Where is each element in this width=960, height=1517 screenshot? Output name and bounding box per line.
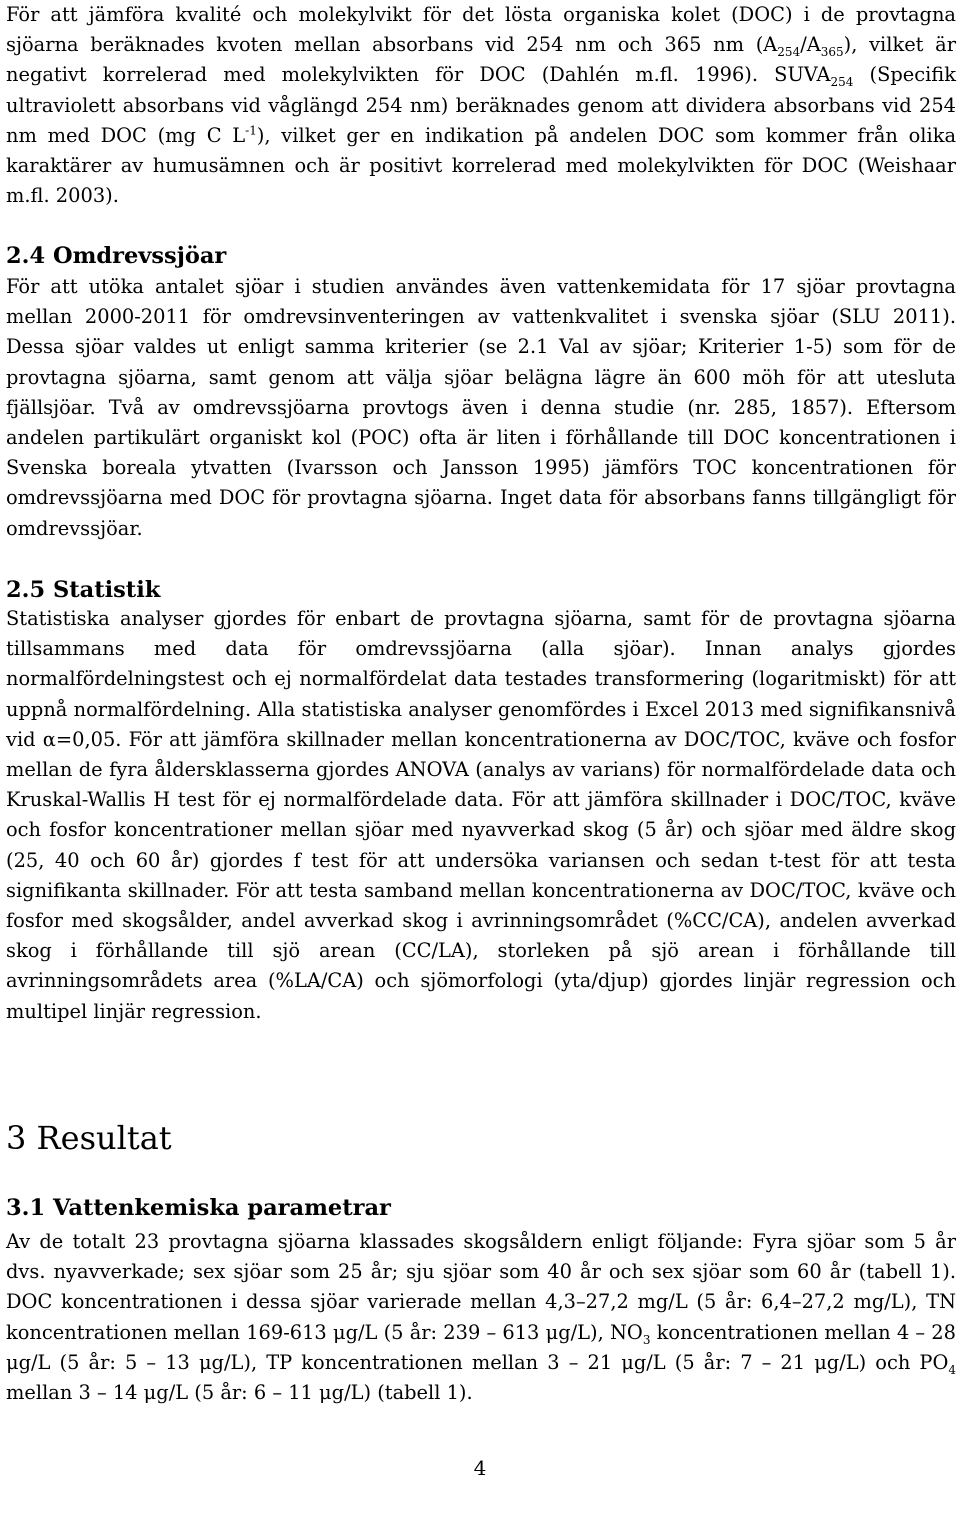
heading-3: 3 Resultat (6, 1119, 172, 1157)
paragraph-absorbance: För att jämföra kvalité och molekylvikt för det lösta organiska kolet (DOC) i de provtagna sjöarna beräknades kvoten mellan absorbans vid 254 nm och 365 nm $(A_{254}/A_{365})$, vilket är negativt korrelerad med molekylvikten för DOC (Dahlén m.fl. 1996). $SUVA_{254}$ (Specifik ultraviolett absorbans vid våglängd 254 nm) beräknades genom att dividera absorbans vid 254 nm med DOC (mg C $L^{-1}$), vilket ger en indikation på andelen DOC som kommer från olika karaktärer av humusämnen och är positivt korrelerad med molekylvikten för DOC (Weishaar m.fl. 2003). (6, 3, 956, 208)
paragraph-vattenkemiska: Av de totalt 23 provtagna sjöarna klassades skogsåldern enligt följande: Fyra sjöar som 5 år dvs. nyavverkade; sex sjöar som 25 år; sju sjöar som 40 år och sex sjöar som 60 år (tabell 1). DOC koncentrationen i dessa sjöar varierade mellan 4,3–27,2 mg/L (5 år: 6,4–27,2 mg/L), TN koncentrationen mellan 169-613 μg/L (5 år: 239 – 613 μg/L), $NO_3$ koncentrationen mellan 4 – 28 μg/L (5 år: 5 – 13 μg/L), TP koncentrationen mellan 3 – 21 μg/L (5 år: 7 – 21 μg/L) och $PO_4$ mellan 3 – 14 μg/L (5 år: 6 – 11 μg/L) (tabell 1). (6, 1230, 956, 1405)
paragraph-statistik: Statistiska analyser gjordes för enbart de provtagna sjöarna, samt för de provtagna sjöarna tillsammans med data för omdrevssjöarna (alla sjöar). Innan analys gjordes normalfördelningstest och ej normalfördelat data testades transformering (logaritmiskt) för att uppnå normalfördelning. Alla statistiska analyser genomfördes i Excel 2013 med signifikansnivå vid α=0,05. För att jämföra skillnader mellan koncentrationerna av DOC/TOC, kväve och fosfor mellan de fyra åldersklasserna gjordes ANOVA (analys av varians) för normalfördelade data och Kruskal-Wallis H test för ej normalfördelade data. För att jämföra skillnader i DOC/TOC, kväve och fosfor koncentrationer mellan sjöar med nyavverkad skog (5 år) och sjöar med äldre skog (25, 40 och 60 år) gjordes f test för att undersöka variansen och sedan t-test för att testa signifikanta skillnader. För att testa samband mellan koncentrationerna av DOC/TOC, kväve och fosfor med skogsålder, andel avverkad skog i avrinningsområdet (%CC/CA), andelen avverkad skog i förhållande till sjö arean (CC/LA), storleken på sjö arean i förhållande till avrinningsområdets area (%LA/CA) och sjömorfologi (yta/djup) gjordes linjär regression och multipel linjär regression. (6, 607, 956, 1023)
heading-2-5: 2.5 Statistik (6, 577, 161, 603)
page-number: 4 (473, 1456, 487, 1480)
heading-2-4: 2.4 Omdrevssjöar (6, 243, 227, 269)
paragraph-omdrevssjoar: För att utöka antalet sjöar i studien användes även vattenkemidata för 17 sjöar provtagna mellan 2000-2011 för omdrevsinventeringen av vattenkvalitet i svenska sjöar (SLU 2011). Dessa sjöar valdes ut enligt samma kriterier (se 2.1 Val av sjöar; Kriterier 1-5) som för de provtagna sjöarna, samt genom att välja sjöar belägna lägre än 600 möh för att utesluta fjällsjöar. Två av omdrevssjöarna provtogs även i denna studie (nr. 285, 1857). Eftersom andelen partikulärt organiskt kol (POC) ofta är liten i förhållande till DOC koncentrationen i Svenska boreala ytvatten (Ivarsson och Jansson 1995) jämförs TOC koncentrationen för omdrevssjöarna med DOC för provtagna sjöarna. Inget data för absorbans fanns tillgängligt för omdrevssjöar. (6, 275, 956, 540)
heading-3-1: 3.1 Vattenkemiska parametrar (6, 1195, 391, 1221)
